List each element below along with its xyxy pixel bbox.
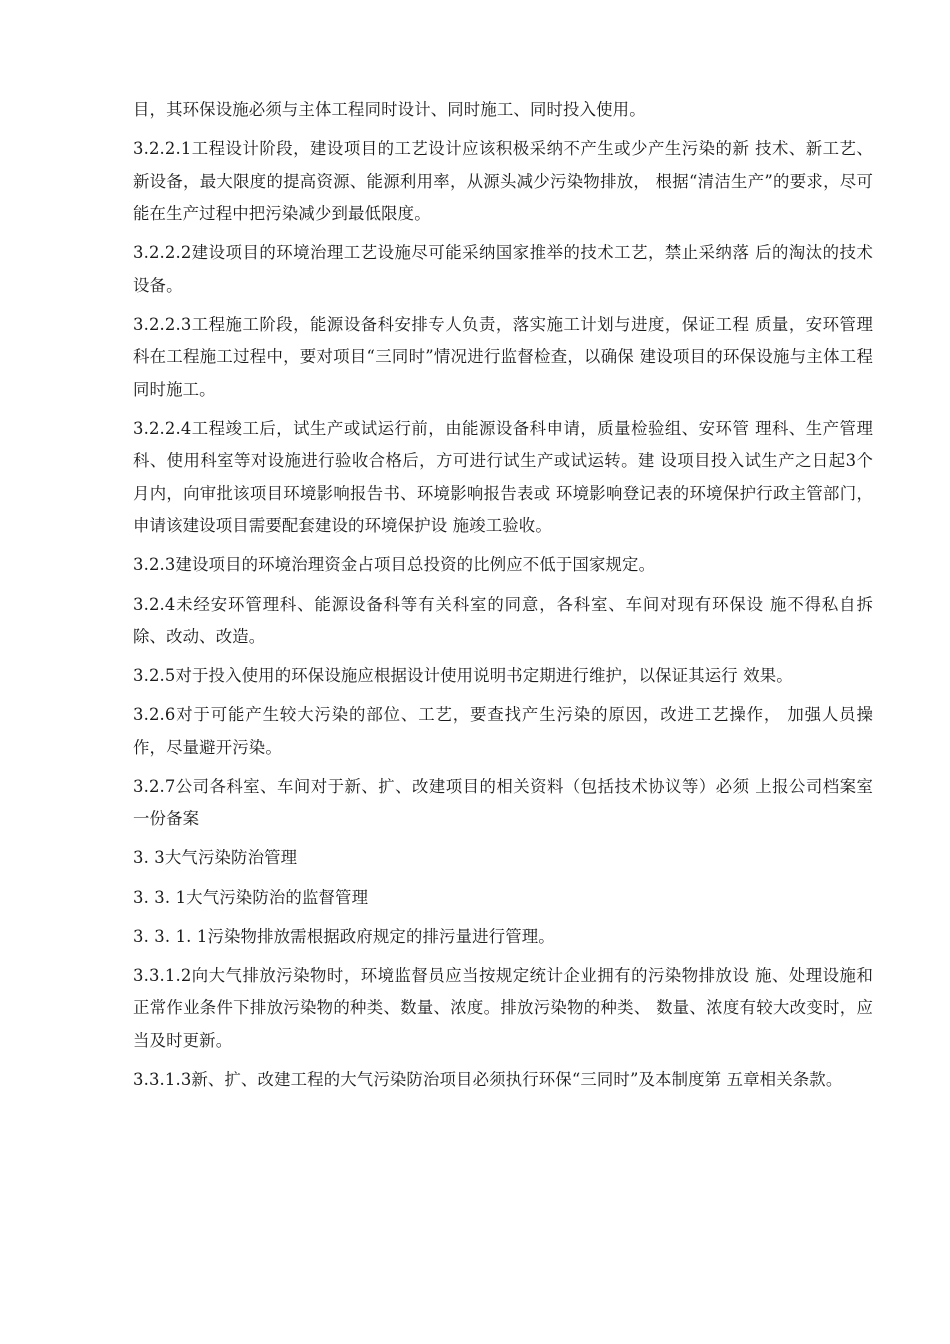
paragraph-3-2-2-1: 3.2.2.1工程设计阶段，建设项目的工艺设计应该积极采纳不产生或少产生污染的新 技术、新工艺、新设备，最大限度的提高资源、能源利用率，从源头减少污染物排放， 根据“清洁生产”的要求，尽可能在生产过程中把污染减少到最低限度。: [133, 139, 873, 224]
document-body: [133, 94, 873, 1103]
paragraph-3-3-1-1: 3. 3. 1. 1污染物排放需根据政府规定的排污量进行管理。: [133, 926, 555, 946]
paragraph-3-3-1-2: 3.3.1.2向大气排放污染物时，环境监督员应当按规定统计企业拥有的污染物排放设 施、处理设施和正常作业条件下排放污染物的种类、数量、浓度。排放污染物的种类、 数量、浓度有较大改变时，应当及时更新。: [133, 965, 873, 1050]
paragraph-3-3-1-3: 3.3.1.3新、扩、改建工程的大气污染防治项目必须执行环保“三同时”及本制度第 五章相关条款。: [133, 1069, 843, 1089]
paragraph-3-2-2-4: 3.2.2.4工程竣工后，试生产或试运行前，由能源设备科申请，质量检验组、安环管 理科、生产管理科、使用科室等对设施进行验收合格后，方可进行试生产或试运转。建 设项目投入试生产之日起3个月内，向审批该项目环境影响报告书、环境影响报告表或 环境影响登记表的环境保护行政主管部门，申请该建设项目需要配套建设的环境保护设 施竣工验收。: [133, 418, 873, 536]
paragraph-3-2-3: 3.2.3建设项目的环境治理资金占项目总投资的比例应不低于国家规定。: [133, 555, 656, 575]
paragraph-3-2-6: 3.2.6对于可能产生较大污染的部位、工艺，要查找产生污染的原因，改进工艺操作， 加强人员操作，尽量避开污染。: [133, 705, 873, 757]
paragraph-3-2-4: 3.2.4未经安环管理科、能源设备科等有关科室的同意，各科室、车间对现有环保设 施不得私自拆除、改动、改造。: [133, 594, 873, 647]
paragraph-3-2-2-2: 3.2.2.2建设项目的环境治理工艺设施尽可能采纳国家推举的技术工艺，禁止采纳落 后的淘汰的技术设备。: [133, 243, 873, 295]
paragraph-continuation: 目，其环保设施必须与主体工程同时设计、同时施工、同时投入使用。: [133, 100, 646, 119]
paragraph-3-2-7: 3.2.7公司各科室、车间对于新、扩、改建项目的相关资料（包括技术协议等）必须 上报公司档案室一份备案: [133, 776, 873, 829]
section-heading-3-3: 3. 3大气污染防治管理: [133, 848, 298, 868]
paragraph-3-2-2-3: 3.2.2.3工程施工阶段，能源设备科安排专人负责，落实施工计划与进度，保证工程 质量，安环管理科在工程施工过程中，要对项目“三同时”情况进行监督检查，以确保 建设项目的环保设施与主体工程同时施工。: [133, 314, 873, 399]
section-heading-3-3-1: 3. 3. 1大气污染防治的监督管理: [133, 887, 369, 907]
paragraph-3-2-5: 3.2.5对于投入使用的环保设施应根据设计使用说明书定期进行维护，以保证其运行 效果。: [133, 666, 793, 686]
